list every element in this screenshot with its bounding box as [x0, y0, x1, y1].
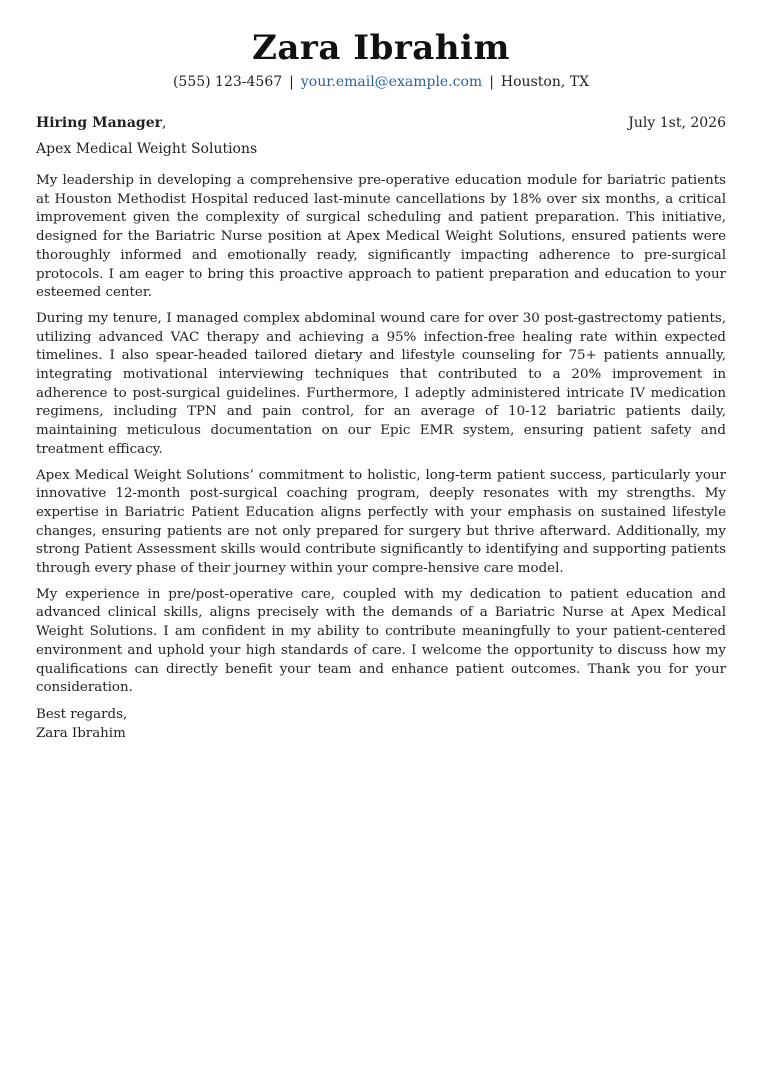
- contact-separator: |: [489, 74, 494, 90]
- phone-number: (555) 123-4567: [172, 74, 283, 90]
- body-paragraph: My leadership in developing a comprehensive pre-operative education module for bariatric patients at Houston Methodist Hospital reduced last-minute cancellations by 18% over six months, a critical improvement given the complexity of surgical scheduling and patient preparation. This initiative, designed for the Bariatric Nurse position at Apex Medical Weight Solutions, ensured patients were thoroughly informed and emotionally ready, significantly impacting adherence to pre-surgical protocols. I am eager to bring this proactive approach to patient preparation and education to your esteemed center.: [36, 173, 726, 301]
- letter-body: [36, 172, 726, 698]
- applicant-name: Zara Ibrahim: [252, 28, 510, 68]
- recipient-comma: ,: [161, 115, 167, 131]
- recipient-line: [36, 114, 166, 132]
- body-paragraph: During my tenure, I managed complex abdominal wound care for over 30 post-gastrectomy patients, utilizing advanced VAC therapy and achieving a 95% infection-free healing rate within expected timelines. I also spear-headed tailored dietary and lifestyle counseling for 75+ patients annually, integrating motivational interviewing techniques that contributed to a 20% improvement in adherence to post-surgical guidelines. Furthermore, I adeptly administered intricate IV medication regimens, including TPN and pain control, for an average of 10-12 bariatric patients daily, maintaining meticulous documentation on our Epic EMR system, ensuring patient safety and treatment efficacy.: [36, 310, 726, 457]
- contact-line: [36, 72, 726, 92]
- recipient-name: Hiring Manager: [36, 115, 162, 131]
- company-name: Apex Medical Weight Solutions: [36, 141, 258, 157]
- body-paragraph: Apex Medical Weight Solutions’ commitment to holistic, long-term patient success, particularly your innovative 12-month post-surgical coaching program, deeply resonates with my strengths. My expertise in Bariatric Patient Education aligns perfectly with your emphasis on sustained lifestyle changes, ensuring patients are not only prepared for surgery but thrive afterward. Additionally, my strong Patient Assessment skills would contribute significantly to identifying and supporting patients through every phase of their journey within your compre-hensive care model.: [36, 467, 726, 577]
- recipient-date-row: [36, 114, 726, 132]
- signature-name: Zara Ibrahim: [36, 725, 126, 741]
- closing-salutation: Best regards,: [36, 706, 128, 722]
- email-link[interactable]: your.email@example.com: [300, 74, 483, 90]
- cover-letter-page: [36, 0, 726, 743]
- location: Houston, TX: [500, 74, 590, 90]
- body-paragraph: My experience in pre/post-operative care, coupled with my dedication to patient education and advanced clinical skills, aligns precisely with the demands of a Bariatric Nurse at Apex Medical Weight Solutions. I am confident in my ability to contribute meaningfully to your patient-centered environment and uphold your high standards of care. I welcome the opportunity to discuss how my qualifications can directly benefit your team and enhance patient outcomes. Thank you for your consideration.: [36, 586, 726, 696]
- letter-date: July 1st, 2026: [628, 115, 726, 131]
- contact-separator: |: [289, 74, 294, 90]
- closing-block: [36, 705, 726, 743]
